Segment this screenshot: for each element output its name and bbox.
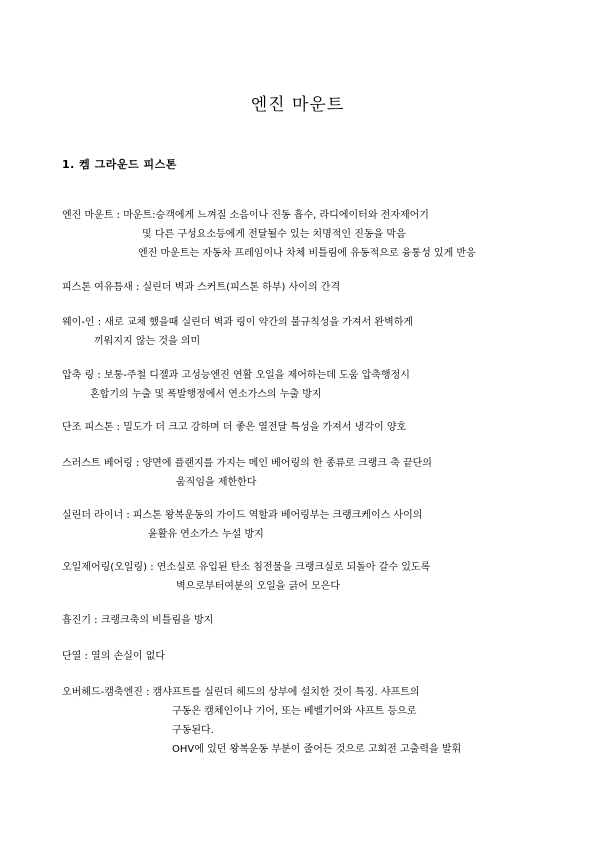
entry-line: 벽으로부터여분의 오일을 긁어 모은다 (176, 581, 341, 592)
entry-line: 윤활유 연소가스 누설 방지 (148, 529, 264, 540)
document-title: 엔진 마운트 (250, 95, 345, 115)
section-heading: 1. 켐 그라운드 피스톤 (62, 158, 177, 171)
entry-line: OHV에 있던 왕복운동 부분이 줄어든 것으로 고회전 고출력을 발휘 (172, 744, 462, 755)
entry-line: 엔진 마운트는 자동차 프레임이나 차체 비틀림에 유동적으로 융통성 있게 반응 (138, 248, 476, 259)
entry-line: 스러스트 베어링 : 양면에 플랜지를 가지는 메인 베어링의 한 종류로 크랭크 축 끝단의 (62, 458, 432, 469)
entry-thrust-bearing (62, 454, 432, 492)
entry-line: 오일제어링(오일링) : 연소실로 유입된 탄소 침전물을 크랭크실로 되돌아 갈수 있도록 (62, 562, 431, 573)
entry-line: 구동된다. (172, 725, 214, 736)
entry-line: 움직임을 제한한다 (176, 477, 257, 488)
entry-line: 단조 피스톤 : 밀도가 더 크고 강하며 더 좋은 열전달 특성을 가져서 냉각이 양호 (62, 422, 407, 433)
entry-line: 단열 : 열의 손실이 없다 (62, 651, 166, 662)
entry-line: 혼합기의 누출 및 폭발행정에서 연소가스의 누출 방지 (90, 389, 322, 400)
entry-line: 및 다른 구성요소등에게 전달될수 있는 치명적인 진동을 막음 (142, 229, 406, 240)
entry-line: 웨이-인 : 새로 교체 했을때 실린더 벽과 링이 약간의 불규칙성을 가져서 완벽하게 (62, 317, 414, 328)
entry-line: 엔진 마운트 : 마운트:승객에게 느껴질 소음이나 진동 흡수, 라디에이터와 전자제어기 (62, 210, 429, 221)
entry-compression-ring (62, 366, 410, 404)
entry-line: 압축 링 : 보통-주철 디젤과 고성능엔진 연활 오일을 제어하는데 도움 압축행정시 (62, 370, 410, 381)
entry-line: 끼워지지 않는 것을 의미 (94, 336, 201, 347)
entry-wear-in (62, 313, 413, 351)
entry-oil-control-ring (62, 558, 430, 596)
entry-line: 구동은 캠체인이나 기어, 또는 베벨기어와 샤프트 등으로 (172, 706, 417, 717)
entry-piston-clearance (62, 278, 340, 297)
entry-ohc-engine (62, 683, 462, 759)
entry-engine-mount (62, 206, 476, 263)
entry-line: 피스톤 여유틈새 : 실린더 벽과 스커트(피스톤 하부) 사이의 간격 (62, 282, 341, 293)
entry-cylinder-liner (62, 506, 422, 544)
entry-line: 흡진기 : 크랭크축의 비틀림을 방지 (62, 615, 214, 626)
entry-line: 오버헤드-캠축엔진 : 캠샤프트를 실린더 헤드의 상부에 설치한 것이 특징. 샤프트의 (62, 687, 420, 698)
entry-line: 실린더 라이너 : 피스톤 왕복운동의 가이드 역할과 베어링부는 크랭크케이스 사이의 (62, 510, 423, 521)
entry-insulation (62, 647, 165, 666)
entry-damper (62, 611, 213, 630)
entry-forged-piston (62, 418, 406, 437)
